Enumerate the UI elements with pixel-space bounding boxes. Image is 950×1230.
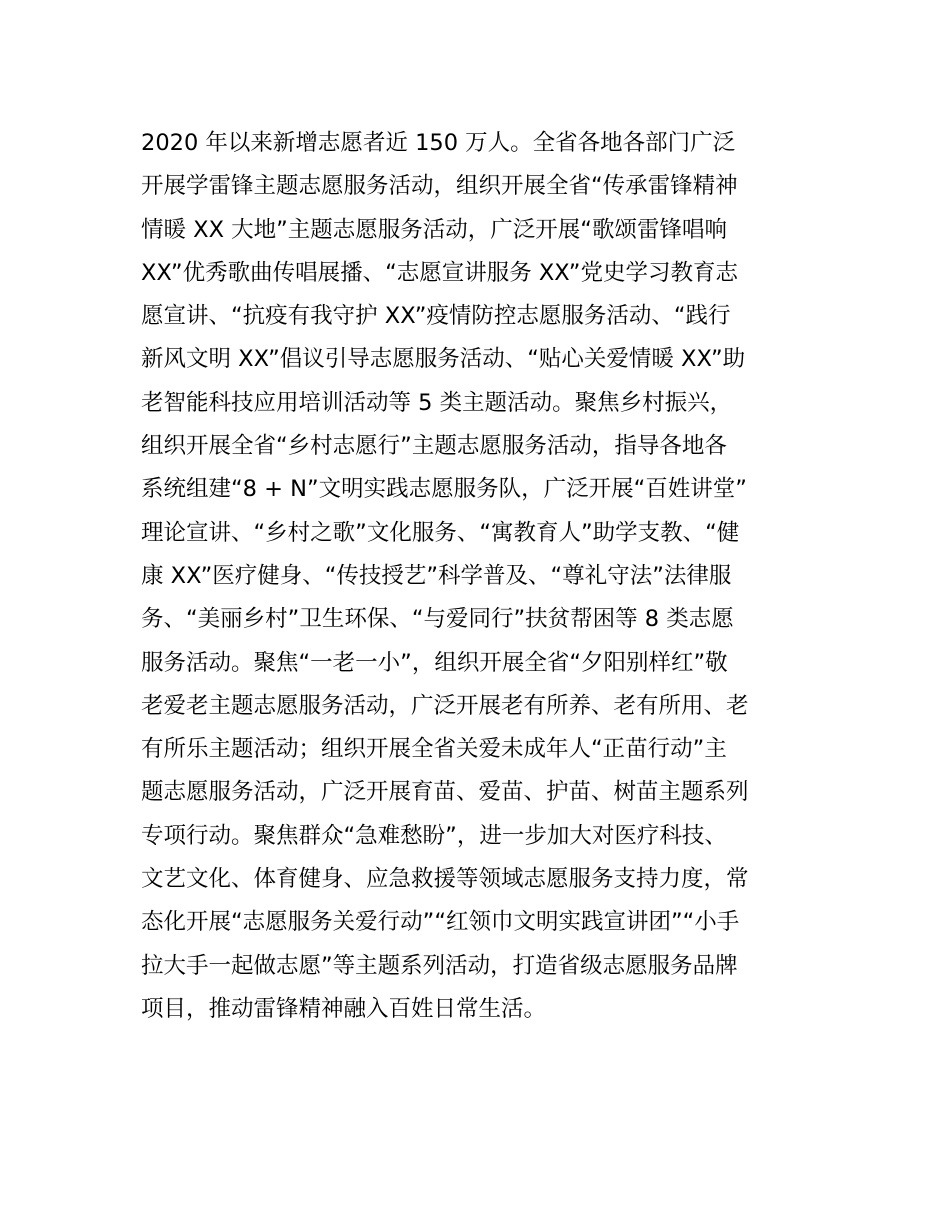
text-line: 组织开展全省“乡村志愿行”主题志愿服务活动，指导各地各 [141,433,727,460]
text-line: 务、“美丽乡村”卫生环保、“与爱同行”扶贫帮困等 8 类志愿 [141,606,734,633]
text-line: 老智能科技应用培训活动等 5 类主题活动。聚焦乡村振兴， [141,389,733,416]
text-line: 专项行动。聚焦群众“急难愁盼”，进一步加大对医疗科技、 [141,822,727,849]
text-line: 题志愿服务活动，广泛开展育苗、爱苗、护苗、树苗主题系列 [141,779,749,806]
text-line: 开展学雷锋主题志愿服务活动，组织开展全省“传承雷锋精神 [141,173,738,200]
text-line: 项目，推动雷锋精神融入百姓日常生活。 [141,995,547,1022]
text-line: 康 XX”医疗健身、“传技授艺”科学普及、“尊礼守法”法律服 [141,562,732,589]
text-line: 服务活动。聚焦“一老一小”，组织开展全省“夕阳别样红”敬 [141,649,728,676]
text-line: 系统组建“8 + N”文明实践志愿服务队，广泛开展“百姓讲堂” [141,476,747,503]
body-paragraph [141,122,821,1031]
text-line: 文艺文化、体育健身、应急救援等领域志愿服务支持力度，常 [141,866,749,893]
text-line: 情暖 XX 大地”主题志愿服务活动，广泛开展“歌颂雷锋唱响 [141,216,727,243]
text-line: 有所乐主题活动；组织开展全省关爱未成年人“正苗行动”主 [141,736,727,763]
text-line: 拉大手一起做志愿”等主题系列活动，打造省级志愿服务品牌 [141,952,738,979]
text-line: 态化开展“志愿服务关爱行动”“红领巾文明实践宣讲团”“小手 [141,909,740,936]
text-line: 新风文明 XX”倡议引导志愿服务活动、“贴心关爱情暖 XX”助 [141,346,746,373]
text-line: 理论宣讲、“乡村之歌”文化服务、“寓教育人”助学支教、“健 [141,519,740,546]
text-line: XX”优秀歌曲传唱展播、“志愿宣讲服务 XX”党史学习教育志 [141,259,738,286]
text-line: 愿宣讲、“抗疫有我守护 XX”疫情防控志愿服务活动、“践行 [141,303,731,330]
text-line: 老爱老主题志愿服务活动，广泛开展老有所养、老有所用、老 [141,692,749,719]
text-line: 2020 年以来新增志愿者近 150 万人。全省各地各部门广泛 [141,130,736,156]
